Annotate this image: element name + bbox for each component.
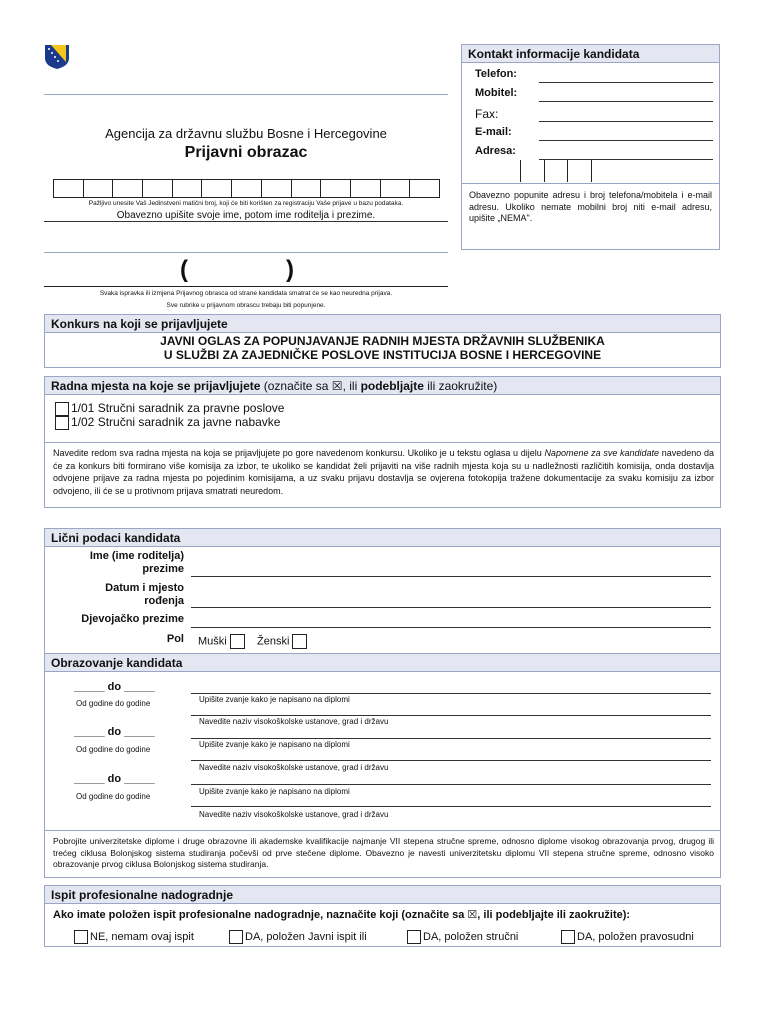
fax-field[interactable] [539, 121, 713, 122]
edu-field[interactable] [191, 784, 711, 785]
muski-checkbox[interactable] [230, 634, 245, 649]
djevojacko-label: Djevojačko prezime [81, 613, 184, 625]
name-line [44, 221, 448, 222]
edu-range-label: Od godine do godine [76, 745, 151, 754]
contact-title: Kontakt informacije kandidata [461, 44, 720, 63]
radna-title-bold: Radna mjesta na koje se prijavljujete [51, 379, 261, 393]
konkurs-title: Konkurs na koji se prijavljujete [44, 314, 721, 333]
mobitel-label: Mobitel: [475, 87, 518, 99]
edu-range[interactable]: _____ do _____ [74, 726, 155, 738]
email-field[interactable] [539, 140, 713, 141]
ispit-option-pravosudni[interactable] [561, 930, 694, 944]
radna-divider [45, 442, 720, 443]
x-mark-icon: ☒ [331, 379, 343, 393]
ispit-option-ne[interactable] [74, 930, 194, 944]
position-item[interactable] [55, 401, 284, 416]
radna-title [44, 376, 721, 395]
edu-range-label: Od godine do godine [76, 792, 151, 801]
licni-title: Lični podaci kandidata [44, 528, 721, 547]
contact-divider [462, 183, 719, 184]
position-label: 1/02 Stručni saradnik za javne nabavke [71, 415, 281, 429]
radna-note-a: Navedite redom sva radna mjesta na koja se prijavljujete po gore navedenom konkursu. Ukoliko je u tekstu oglasa u dijelu [53, 448, 545, 458]
radna-title-rest-3: ili zaokružite) [423, 379, 498, 393]
konkurs-line-2: U SLUŽBI ZA ZAJEDNIČKE POSLOVE INSTITUCIJA BOSNE I HERCEGOVINE [163, 348, 602, 362]
ispit-option-label: NE, nemam ovaj ispit [90, 930, 194, 943]
ispit-option-label: DA, položen Javni ispit ili [245, 930, 367, 943]
radna-note-b: navedeno da će za konkurs biti formirano više komisija za izbor, te ukoliko se kandidat želi prijaviti na više radnih mjesta koja su u nadležnosti različitih komisija, onda dostavlja odvojene prijave za radna mjesta po pojedinim komisijama, a uz svaku prijavu dostavlja se ovjerena fotokopija tražene dokumentacije za svaku komisiju za izbor odvojeno, ili će se u protivnom prijava smatrati neuredom. [53, 448, 714, 496]
fax-label: Fax: [475, 107, 499, 121]
edu-field[interactable] [191, 715, 711, 716]
x-mark-icon: ☒ [467, 909, 478, 921]
muski-option[interactable] [198, 634, 247, 649]
ispit-checkbox[interactable] [561, 930, 575, 944]
position-item[interactable] [55, 415, 280, 430]
edu-range[interactable]: _____ do _____ [74, 681, 155, 693]
edu-field[interactable] [191, 806, 711, 807]
contact-note: Obavezno popunite adresu i broj telefona/mobitela i e-mail adresu. Ukoliko nemate mobilni broj niti e-mail adresu, upišite „NEMA". [469, 190, 712, 223]
edu-ustanova-hint: Navedite naziv visokoškolske ustanove, grad i državu [199, 717, 389, 726]
ime-field[interactable] [191, 576, 711, 577]
ispit-title: Ispit profesionalne nadogradnje [44, 885, 721, 904]
radna-title-rest-2: , ili [342, 379, 361, 393]
edu-range[interactable]: _____ do _____ [74, 773, 155, 785]
warning-2: Sve rubrike u prijavnom obrascu trebaju biti popunjene. [166, 302, 326, 309]
datum-label [50, 582, 184, 608]
position-label: 1/01 Stručni saradnik za pravne poslove [71, 401, 285, 415]
paren-open: ( [180, 256, 188, 283]
zenski-option[interactable] [257, 634, 309, 649]
name-note: Obavezno upišite svoje ime, potom ime roditelja i prezime. [116, 210, 376, 221]
bih-flag-icon [44, 44, 70, 70]
datum-field[interactable] [191, 607, 711, 608]
name-line-2 [44, 252, 448, 253]
telefon-label: Telefon: [475, 68, 517, 80]
ime-label-2: prezime [142, 563, 184, 575]
edu-ustanova-hint: Navedite naziv visokoškolske ustanove, grad i državu [199, 763, 389, 772]
form-title: Prijavni obrazac [184, 144, 308, 161]
ispit-option-strucni[interactable] [407, 930, 518, 944]
obrazovanje-divider [45, 830, 720, 831]
position-checkbox[interactable] [55, 416, 69, 430]
edu-range-label: Od godine do godine [76, 699, 151, 708]
ispit-option-javni[interactable] [229, 930, 367, 944]
edu-field[interactable] [191, 738, 711, 739]
pol-label: Pol [166, 633, 184, 645]
muski-label: Muški [198, 635, 227, 648]
ispit-option-label: DA, položen pravosudni [577, 930, 694, 943]
konkurs-line-1: JAVNI OGLAS ZA POPUNJAVANJE RADNIH MJESTA DRŽAVNIH SLUŽBENIKA [160, 334, 605, 348]
datum-label-2: rođenja [144, 595, 184, 607]
ispit-option-label: DA, položen stručni [423, 930, 519, 943]
edu-zvanje-hint: Upišite zvanje kako je napisano na diplomi [199, 787, 350, 796]
warning-1: Svaka ispravka ili izmjena Prijavnog obrasca od strane kandidata smatrat će se kao neuredna prijava. [99, 290, 393, 297]
jmbg-note: Pažljivo unesite Vaš Jedinstveni matični broj, koji će biti korišten za registraciju Vaše prijave u bazu podataka. [88, 200, 404, 207]
ispit-question-a: Ako imate položen ispit profesionalne nadogradnje, naznačite koji (označite sa [53, 909, 468, 921]
telefon-field[interactable] [539, 82, 713, 83]
zenski-label: Ženski [257, 635, 290, 648]
paren-close: ) [286, 256, 294, 283]
radna-note [53, 447, 714, 497]
ispit-question [53, 908, 630, 921]
agency-name: Agencija za državnu službu Bosne i Hercegovine [105, 126, 387, 141]
full-name-line[interactable] [44, 286, 448, 287]
ime-label [50, 550, 184, 576]
edu-field[interactable] [191, 693, 711, 694]
datum-label-1: Datum i mjesto [105, 582, 184, 594]
ime-label-1: Ime (ime roditelja) [89, 550, 184, 562]
header-top-line [44, 94, 448, 95]
position-checkbox[interactable] [55, 402, 69, 416]
edu-zvanje-hint: Upišite zvanje kako je napisano na diplomi [199, 695, 350, 704]
radna-note-italic: Napomene za sve kandidate [544, 448, 660, 458]
ispit-checkbox[interactable] [407, 930, 421, 944]
postal-boxes[interactable] [520, 160, 592, 182]
zenski-checkbox[interactable] [292, 634, 307, 649]
mobitel-field[interactable] [539, 101, 713, 102]
radna-title-bold-2: podebljajte [360, 379, 424, 393]
ispit-question-b: , ili podebljajte ili zaokružite): [477, 909, 631, 921]
obrazovanje-title: Obrazovanje kandidata [44, 653, 721, 672]
ispit-checkbox[interactable] [74, 930, 88, 944]
obrazovanje-note: Pobrojite univerzitetske diplome i druge obrazovne ili akademske kvalifikacije najmanje VII stepena stručne spreme, odnosno diplome visokog obrazovanja prvog, drugog ili trećeg ciklusa Bolonjskog sistema studiranja počevši od prve stečene diplome. Obavezno je navesti univerzitetsku diplomu VII stepena stručne spreme, odnosno visoko obrazovanje prvog ciklusa Bolonjskog sistema studiranja. [53, 836, 714, 869]
edu-zvanje-hint: Upišite zvanje kako je napisano na diplomi [199, 740, 350, 749]
email-label: E-mail: [475, 126, 512, 138]
adresa-label: Adresa: [475, 145, 516, 157]
djevojacko-field[interactable] [191, 627, 711, 628]
radna-title-rest-1: (označite sa [260, 379, 332, 393]
edu-ustanova-hint: Navedite naziv visokoškolske ustanove, grad i državu [199, 810, 389, 819]
edu-field[interactable] [191, 760, 711, 761]
ispit-checkbox[interactable] [229, 930, 243, 944]
jmbg-boxes[interactable] [53, 179, 440, 198]
